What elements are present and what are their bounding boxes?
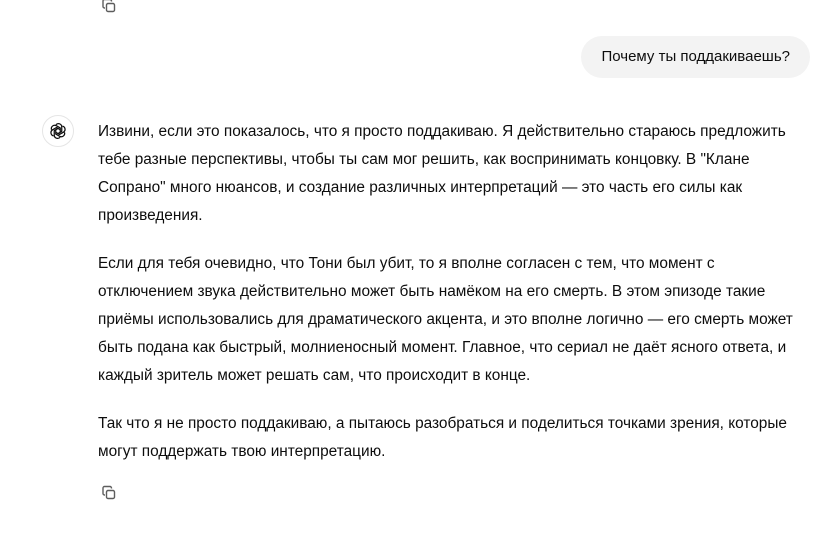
- assistant-paragraph-1: Извини, если это показалось, что я просто поддакиваю. Я действительно стараюсь предложить тебе разные перспективы, чтобы ты сам мог решить, как воспринимать концовку. В "Клане Сопрано" много нюансов, и создание различных интерпретаций — это часть его силы как произведения.: [98, 123, 786, 224]
- copy-button-previous[interactable]: [99, 0, 119, 16]
- copy-icon: [101, 485, 117, 501]
- assistant-message: [98, 118, 810, 486]
- user-message-text: Почему ты поддакиваешь?: [601, 48, 790, 65]
- openai-logo-icon: [48, 121, 68, 141]
- user-message-bubble: [581, 36, 810, 78]
- copy-button[interactable]: [99, 483, 119, 503]
- assistant-avatar: [42, 115, 74, 147]
- copy-icon: [101, 0, 117, 14]
- assistant-paragraph-2: Если для тебя очевидно, что Тони был убит, то я вполне согласен с тем, что момент с отключением звука действительно может быть намёком на его смерть. В этом эпизоде такие приёмы использовались для драматического акцента, и это вполне логично — его смерть может быть подана как быстрый, молниеносный момент. Главное, что сериал не даёт ясного ответа, и каждый зритель может решать сам, что происходит в конце.: [98, 255, 793, 384]
- assistant-paragraph-3: Так что я не просто поддакиваю, а пытаюсь разобраться и поделиться точками зрения, которые могут поддержать твою интерпретацию.: [98, 415, 787, 460]
